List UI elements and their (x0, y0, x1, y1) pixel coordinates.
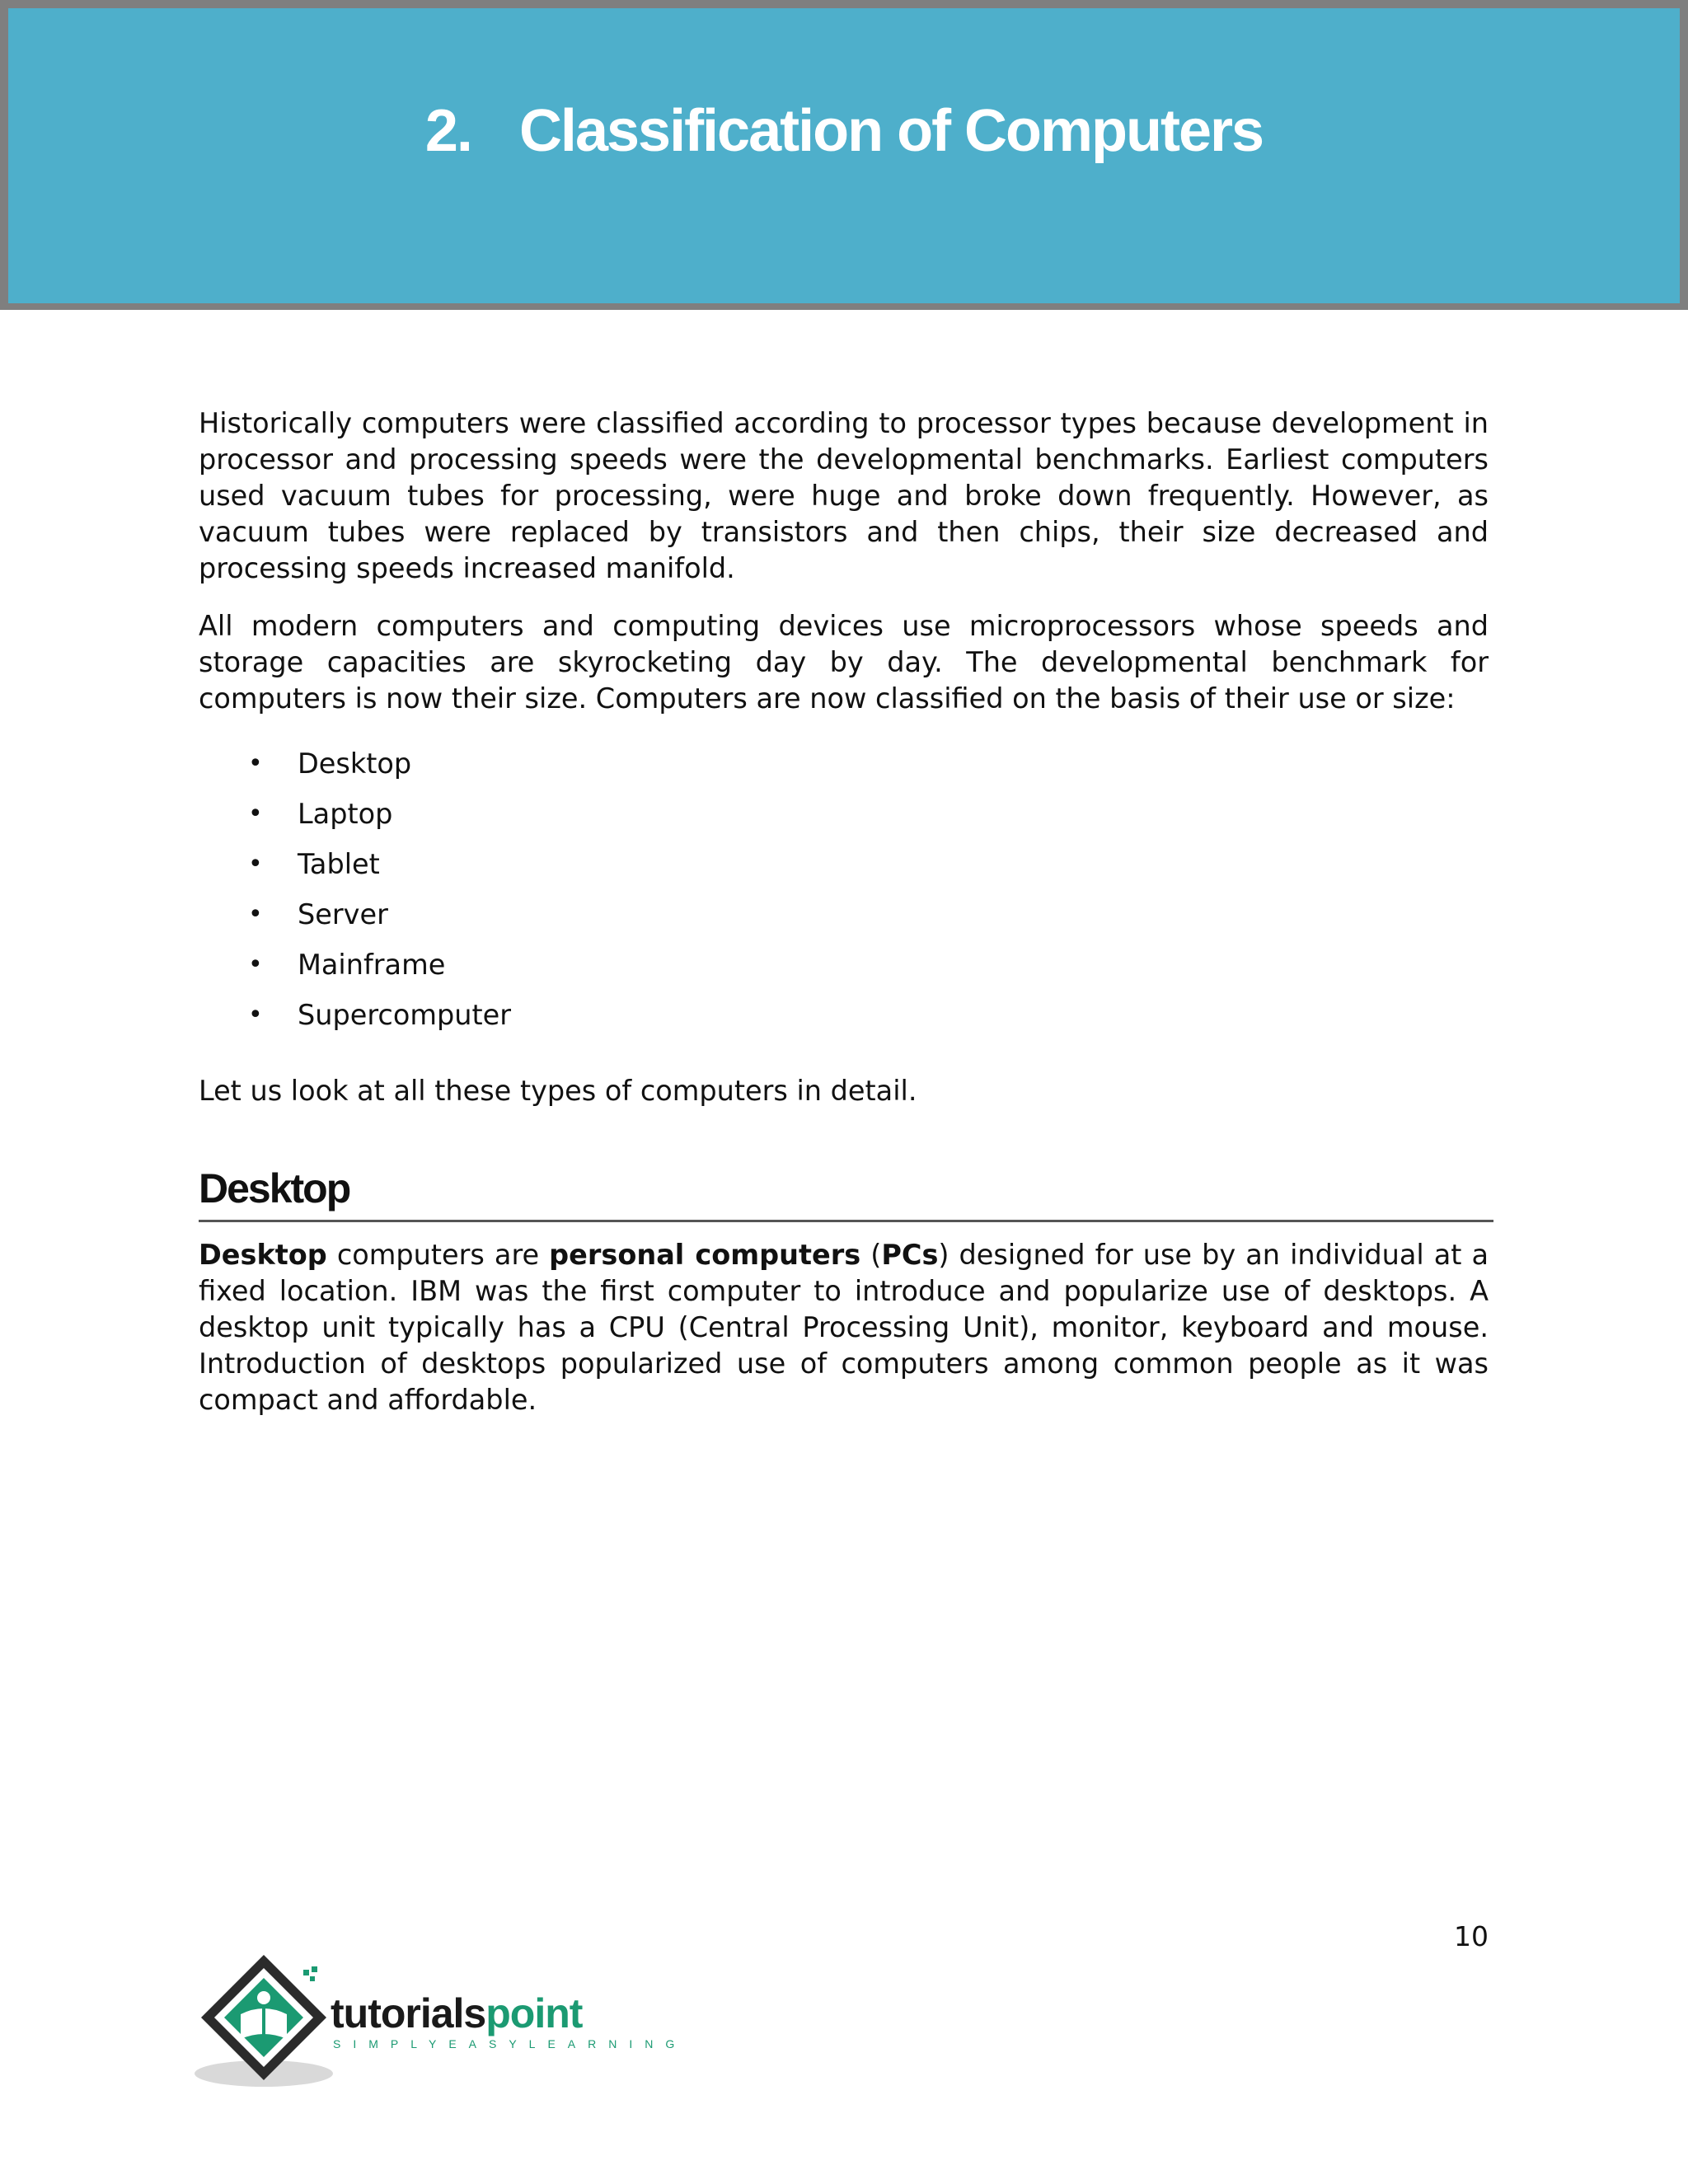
list-item (199, 990, 1489, 1040)
text-run: ) designed for use by an individual at a fixed location. IBM was the first computer to introduce and popularize use of desktops. A desktop unit typically has a CPU (Central Processing Unit), monitor, keyboard and mouse. Introduction of desktops popularized use of computers among common people as it was compact and affordable. (199, 1239, 1489, 1416)
list-item (199, 940, 1489, 990)
intro-paragraph-1: Historically computers were classified according to processor types because development in processor and processing speeds were the developmental benchmarks. Earliest computers used vacuum tubes for processing, were huge and broke down frequently. However, as vacuum tubes were replaced by transistors and then chips, their size decreased and processing speeds increased manifold. (199, 407, 1489, 584)
list-item (199, 839, 1489, 889)
logo-word-point: point (485, 1990, 583, 2036)
chapter-title (8, 97, 1680, 165)
logo-tagline: SIMPLYEASYLEARNING (333, 2037, 687, 2050)
heading-divider (199, 1220, 1493, 1222)
text-run: ( (860, 1239, 882, 1271)
bold-term-pcs: PCs (881, 1239, 939, 1271)
computer-types-list (199, 738, 1489, 1040)
chapter-banner (0, 0, 1688, 310)
list-item-text: Supercomputer (298, 999, 511, 1031)
bold-term-personal-computers: personal computers (549, 1239, 861, 1271)
bullet-icon: • (248, 850, 263, 879)
list-item (199, 789, 1489, 839)
list-item-text: Mainframe (298, 949, 446, 981)
page-content (199, 405, 1489, 1440)
logo-word-tutorials: tutorials (331, 1990, 486, 2036)
list-item-text: Tablet (298, 848, 380, 880)
bullet-icon: • (248, 749, 263, 778)
bullet-icon: • (248, 1001, 263, 1029)
chapter-number: 2. (424, 98, 471, 164)
logo-emblem-icon (195, 1950, 335, 2090)
bold-term-desktop: Desktop (199, 1239, 327, 1271)
list-item-text: Server (298, 898, 388, 930)
tutorialspoint-logo (195, 1950, 687, 2090)
list-item (199, 738, 1489, 789)
logo-wordmark (331, 1990, 582, 2037)
chapter-title-text: Classification of Computers (518, 98, 1264, 164)
desktop-paragraph (199, 1237, 1489, 1418)
list-item-text: Laptop (298, 798, 393, 830)
text-run: computers are (326, 1239, 550, 1271)
page-number: 10 (1454, 1920, 1489, 1952)
list-item (199, 889, 1489, 940)
section-heading-desktop: Desktop (199, 1165, 350, 1212)
bullet-icon: • (248, 950, 263, 979)
bullet-icon: • (248, 900, 263, 929)
list-item-text: Desktop (298, 748, 412, 780)
bullet-icon: • (248, 799, 263, 828)
intro-paragraph-2: All modern computers and computing devices use microprocessors whose speeds and storage capacities are skyrocketing day by day. The developmental benchmark for computers is now their size. Computers are now classified on the basis of their use or size: (199, 610, 1489, 715)
closing-paragraph: Let us look at all these types of computers in detail. (199, 1075, 917, 1107)
